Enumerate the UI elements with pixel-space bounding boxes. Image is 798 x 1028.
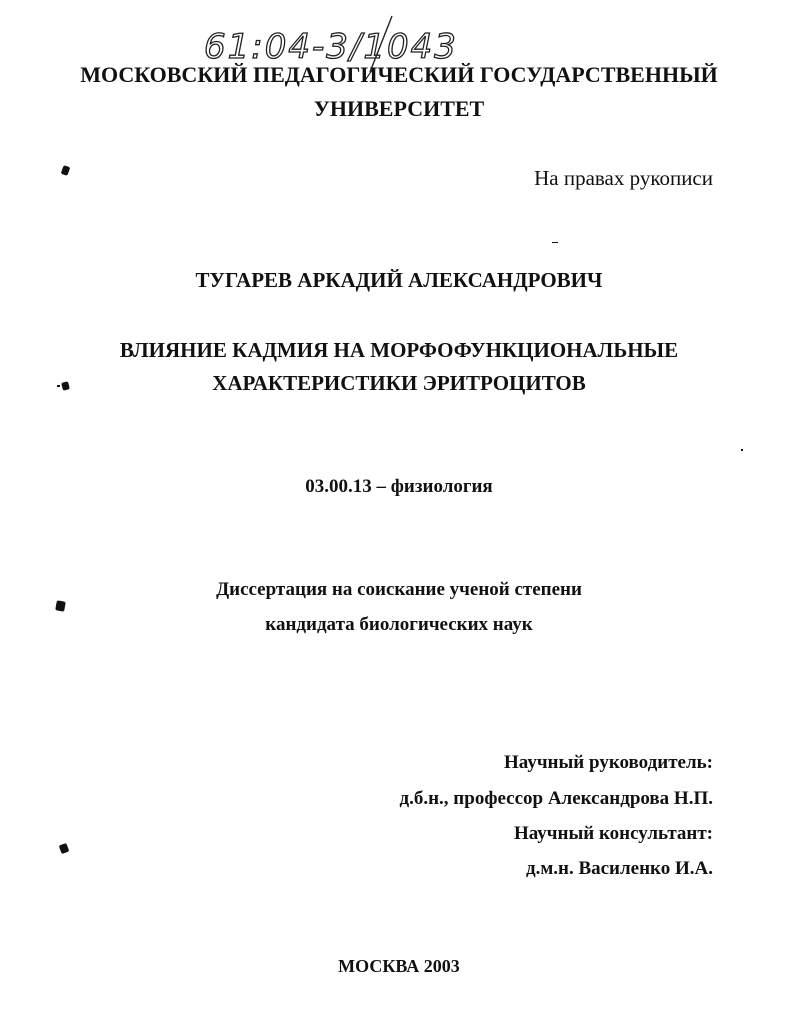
dissertation-title-line1: ВЛИЯНИЕ КАДМИЯ НА МОРФОФУНКЦИОНАЛЬНЫЕ <box>119 338 679 362</box>
university-name-line1: МОСКОВСКИЙ ПЕДАГОГИЧЕСКИЙ ГОСУДАРСТВЕННЫЙ <box>80 62 718 87</box>
degree-line2: кандидата биологических наук <box>265 614 533 635</box>
author-name: ТУГАРЕВ АРКАДИЙ АЛЕКСАНДРОВИЧ <box>195 268 603 292</box>
university-name-line2: УНИВЕРСИТЕТ <box>313 96 485 121</box>
scan-speck <box>57 385 60 387</box>
dissertation-title-line2: ХАРАКТЕРИСТИКИ ЭРИТРОЦИТОВ <box>212 371 586 395</box>
specialty-code: 03.00.13 – физиология <box>305 476 493 497</box>
archive-code-text: 61:04-3/1043 <box>204 27 458 67</box>
scan-speck <box>741 449 743 451</box>
binding-mark <box>61 165 71 176</box>
scan-speck <box>552 242 558 243</box>
supervisor-label: Научный руководитель: <box>504 752 713 773</box>
binding-mark <box>55 600 66 611</box>
degree-line1: Диссертация на соискание ученой степени <box>216 579 582 600</box>
place-and-year: МОСКВА 2003 <box>338 956 460 976</box>
binding-mark <box>59 843 70 854</box>
rights-note: На правах рукописи <box>534 166 713 190</box>
supervisor-name: д.б.н., профессор Александрова Н.П. <box>399 788 713 809</box>
consultant-label: Научный консультант: <box>513 823 713 844</box>
consultant-name: д.м.н. Василенко И.А. <box>525 858 713 879</box>
